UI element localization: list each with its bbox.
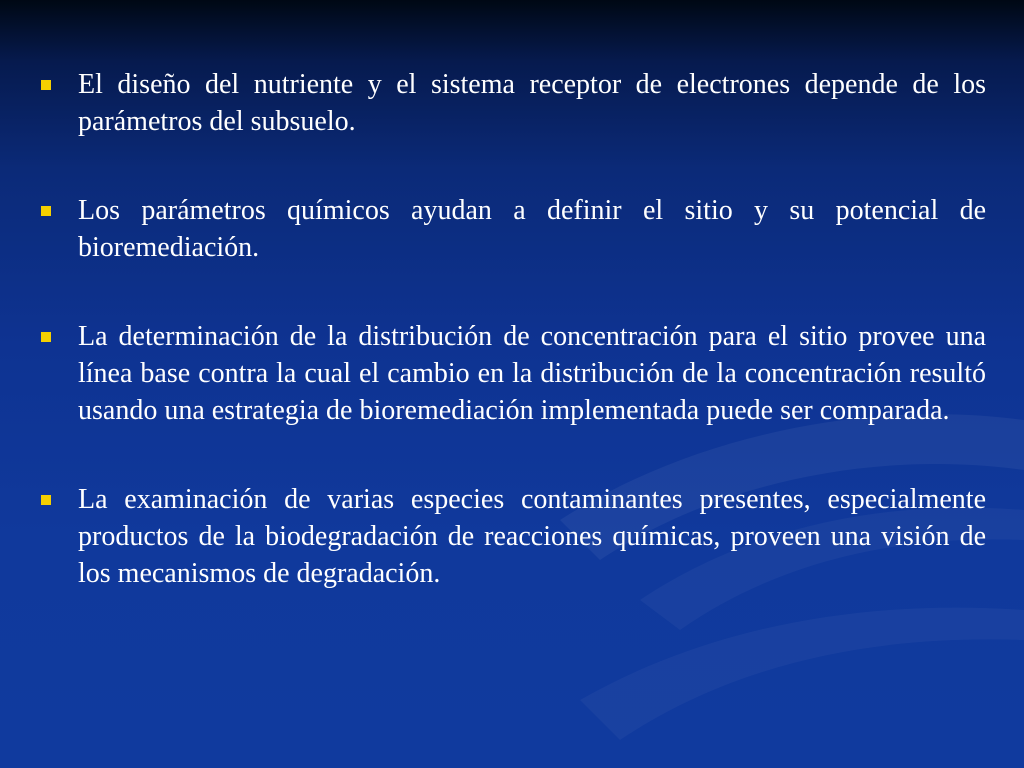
square-bullet-icon bbox=[41, 332, 51, 342]
bullet-item-4 bbox=[38, 481, 986, 592]
slide-body bbox=[38, 66, 986, 592]
bullet-item-1 bbox=[38, 66, 986, 140]
bullet-text: La determinación de la distribución de concentración para el sitio provee una línea base contra la cual el cambio en la distribución de la concentración resultó usando una estrategia de bioremediación implementada puede ser comparada. bbox=[78, 321, 986, 426]
square-bullet-icon bbox=[41, 495, 51, 505]
bullet-text: La examinación de varias especies contaminantes presentes, especialmente productos de la biodegradación de reacciones químicas, proveen una visión de los mecanismos de degradación. bbox=[78, 484, 986, 589]
bullet-text: El diseño del nutriente y el sistema receptor de electrones depende de los parámetros del subsuelo. bbox=[78, 69, 986, 137]
bullet-item-2 bbox=[38, 192, 986, 266]
square-bullet-icon bbox=[41, 206, 51, 216]
square-bullet-icon bbox=[41, 80, 51, 90]
bullet-item-3 bbox=[38, 318, 986, 429]
bullet-text: Los parámetros químicos ayudan a definir el sitio y su potencial de bioremediación. bbox=[78, 195, 986, 263]
